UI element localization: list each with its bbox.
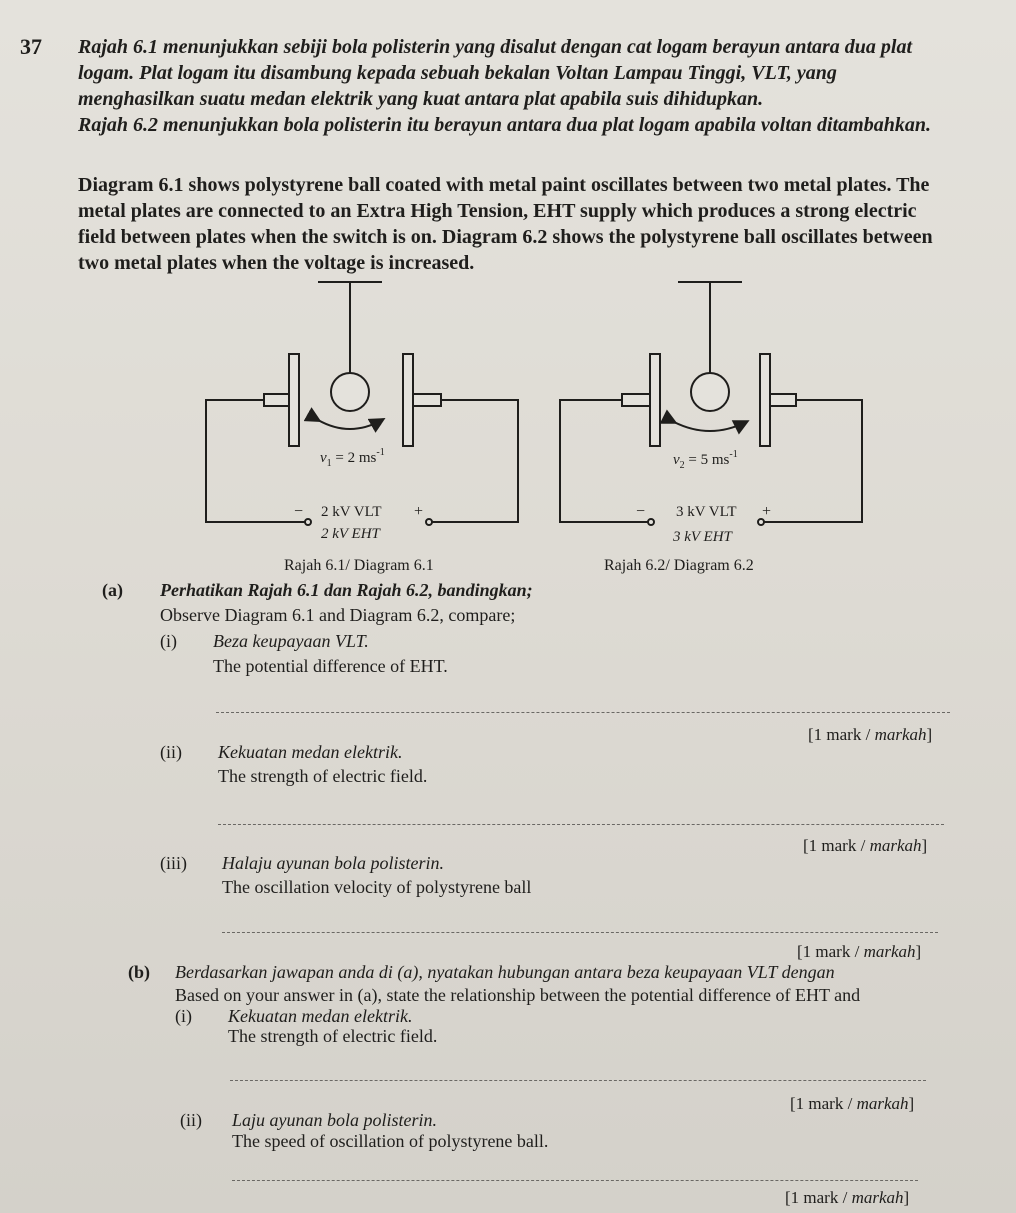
polystyrene-ball [691,373,729,411]
part-a-english: Observe Diagram 6.1 and Diagram 6.2, compare; [160,605,516,625]
part-b-malay: Berdasarkan jawapan anda di (a), nyatakan hubungan antara beza keupayaan VLT dengan [175,962,835,982]
marks-label: [1 mark / markah] [790,1094,915,1113]
item-malay: Halaju ayunan bola polisterin. [222,853,444,873]
marks-label: [1 mark / markah] [803,836,928,855]
item-number: (i) [175,1006,192,1026]
minus-sign: − [636,503,646,520]
caption-diagram-6-1: Rajah 6.1/ Diagram 6.1 [284,557,434,574]
marks-label: [1 mark / markah] [785,1188,910,1207]
item-english: The oscillation velocity of polystyrene ball [222,877,532,897]
item-malay: Beza keupayaan VLT. [213,631,369,651]
intro-english-line: field between plates when the switch is on. Diagram 6.2 shows the polystyrene ball oscillates between [78,226,933,248]
marks-label: [1 mark / markah] [797,942,922,961]
minus-sign: − [294,503,304,520]
metal-plate-right [760,354,770,446]
marks-label: [1 mark / markah] [808,725,933,744]
plus-sign: + [414,503,424,520]
wire-left [560,400,648,522]
item-malay: Kekuatan medan elektrik. [218,742,403,762]
supply-label-vlt-1: 2 kV VLT [321,504,382,520]
metal-plate-left [289,354,299,446]
answer-line[interactable] [222,932,938,933]
item-number: (i) [160,631,177,651]
intro-malay [78,34,993,138]
metal-plate-right [403,354,413,446]
item-number: (ii) [180,1110,202,1130]
plate-connector-left [622,394,650,406]
oscillation-arrow [674,422,746,431]
plate-connector-right [770,394,796,406]
answer-line[interactable] [216,712,950,713]
plus-sign: + [762,503,772,520]
oscillation-arrow [318,420,382,429]
supply-label-eht-1: 2 kV EHT [321,526,380,542]
caption-diagram-6-2: Rajah 6.2/ Diagram 6.2 [604,557,754,574]
answer-line[interactable] [218,824,944,825]
polystyrene-ball [331,373,369,411]
plate-connector-left [264,394,289,406]
intro-english [78,172,993,276]
wire-right [432,400,518,522]
supply-label-eht-2: 3 kV EHT [673,529,732,545]
terminal-positive [426,519,432,525]
item-english: The potential difference of EHT. [213,656,448,676]
part-b-label: (b) [128,962,150,982]
intro-malay-line: logam. Plat logam itu disambung kepada sebuah bekalan Voltan Lampau Tinggi, VLT, yang [78,62,837,84]
item-malay: Laju ayunan bola polisterin. [232,1110,438,1130]
metal-plate-left [650,354,660,446]
terminal-negative [305,519,311,525]
intro-english-line: Diagram 6.1 shows polystyrene ball coated with metal paint oscillates between two metal plates. The [78,174,930,196]
plate-connector-right [413,394,441,406]
intro-malay-line: Rajah 6.1 menunjukkan sebiji bola polisterin yang disalut dengan cat logam berayun antara dua plat [78,36,913,58]
question-number: 37 [20,34,42,59]
item-english: The strength of electric field. [218,766,428,786]
item-number: (ii) [160,742,182,762]
item-number: (iii) [160,853,187,873]
part-b-english: Based on your answer in (a), state the relationship between the potential difference of EHT and [175,985,861,1005]
part-a-malay: Perhatikan Rajah 6.1 dan Rajah 6.2, bandingkan; [160,580,533,600]
supply-label-vlt-2: 3 kV VLT [676,504,737,520]
velocity-label-1: $v_1 = 2$ $ms^{-1}$ [320,447,385,469]
intro-english-line: two metal plates when the voltage is increased. [78,252,475,274]
terminal-negative [648,519,654,525]
item-malay: Kekuatan medan elektrik. [228,1006,413,1026]
apparatus-diagrams [0,270,1016,580]
diagram-6-1 [206,282,518,525]
intro-english-line: metal plates are connected to an Extra High Tension, EHT supply which produces a strong electric [78,200,917,222]
item-english: The strength of electric field. [228,1026,438,1046]
diagram-6-2 [560,282,862,525]
part-a-label: (a) [102,580,123,600]
wire-right [764,400,862,522]
item-english: The speed of oscillation of polystyrene ball. [232,1131,549,1151]
answer-line[interactable] [232,1180,918,1181]
intro-malay-line: Rajah 6.2 menunjukkan bola polisterin itu berayun antara dua plat logam apabila voltan ditambahkan. [78,114,931,136]
velocity-label-2: $v_2 = 5$ $ms^{-1}$ [673,449,738,471]
answer-line[interactable] [230,1080,926,1081]
intro-malay-line: menghasilkan suatu medan elektrik yang kuat antara plat apabila suis dihidupkan. [78,88,764,110]
